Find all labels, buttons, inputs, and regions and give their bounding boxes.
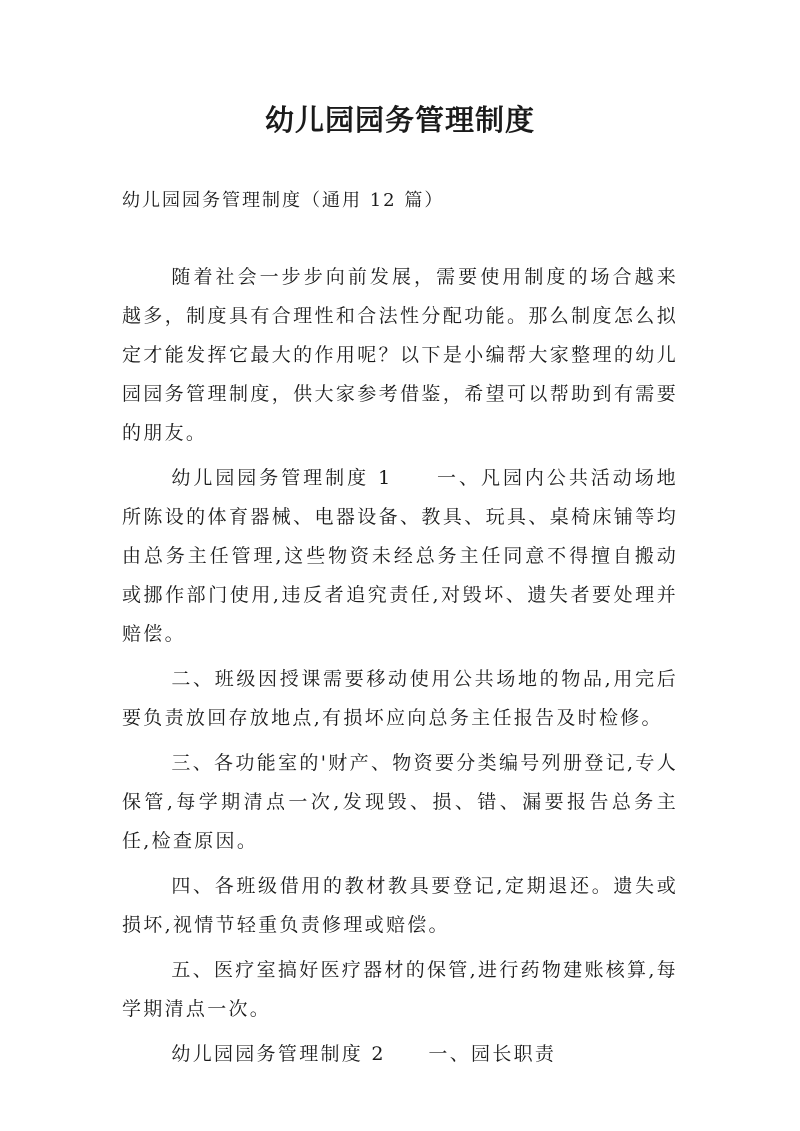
section-1-paragraph-1: 幼儿园园务管理制度 1 一、凡园内公共活动场地所陈设的体育器械、电器设备、教具、玩具、桌椅床铺等均由总务主任管理,这些物资未经总务主任同意不得擅自搬动或挪作部门使用,违反者追究责任,对毁坏、遗失者要处理并赔偿。 bbox=[122, 467, 678, 645]
section-1-paragraph-5: 五、医疗室搞好医疗器材的保管,进行药物建账核算,每学期清点一次。 bbox=[122, 959, 678, 1020]
intro-paragraph: 随着社会一步步向前发展，需要使用制度的场合越来越多，制度具有合理性和合法性分配功能。那么制度怎么拟定才能发挥它最大的作用呢？以下是小编帮大家整理的幼儿园园务管理制度，供大家参考借鉴，希望可以帮助到有需要的朋友。 bbox=[122, 266, 678, 444]
document-subtitle: 幼儿园园务管理制度（通用 12 篇） bbox=[122, 190, 445, 211]
document-title: 幼儿园园务管理制度 bbox=[264, 103, 535, 137]
document-body bbox=[122, 258, 678, 1080]
section-2-heading-paragraph: 幼儿园园务管理制度 2 一、园长职责 bbox=[171, 1043, 557, 1065]
section-1-paragraph-2: 二、班级因授课需要移动使用公共场地的物品,用完后要负责放回存放地点,有损坏应向总务主任报告及时检修。 bbox=[122, 668, 678, 729]
section-1-paragraph-4: 四、各班级借用的教材教具要登记,定期退还。遗失或损坏,视情节轻重负责修理或赔偿。 bbox=[122, 875, 678, 936]
section-1-paragraph-3: 三、各功能室的'财产、物资要分类编号列册登记,专人保管,每学期清点一次,发现毁、损、错、漏要报告总务主任,检查原因。 bbox=[122, 752, 678, 852]
